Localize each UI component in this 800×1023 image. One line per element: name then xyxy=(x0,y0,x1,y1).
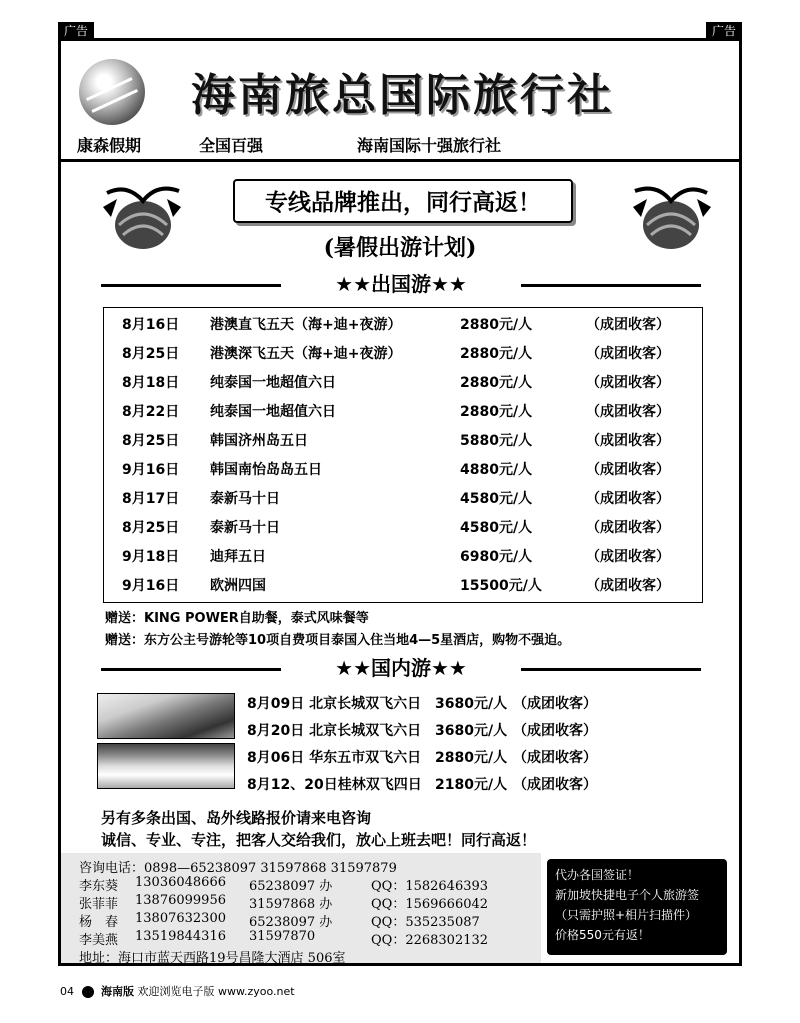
contact-name: 杨 春 xyxy=(79,915,119,930)
domestic-status: （成团收客） xyxy=(513,696,597,712)
globe-logo-icon xyxy=(79,59,145,125)
gift-note: 赠送：KING POWER自助餐，泰式风味餐等 xyxy=(105,611,369,626)
domestic-price: 3680元/人 xyxy=(435,723,508,739)
header-divider xyxy=(61,159,739,162)
row-price: 2880元/人 xyxy=(460,375,533,391)
row-status: （成团收客） xyxy=(586,520,670,536)
row-price: 2880元/人 xyxy=(460,317,533,333)
table-row xyxy=(104,456,702,485)
note-line: 诚信、专业、专注，把客人交给我们，放心上班去吧！同行高返！ xyxy=(101,831,537,849)
domestic-status: （成团收客） xyxy=(513,750,597,766)
contact-mobile: 13036048666 xyxy=(135,875,226,890)
row-date: 8月25日 xyxy=(122,520,180,536)
row-route: 泰新马十日 xyxy=(210,491,280,507)
row-route: 港澳直飞五天（海+迪+夜游） xyxy=(210,317,402,333)
row-route: 迪拜五日 xyxy=(210,549,266,565)
row-price: 5880元/人 xyxy=(460,433,533,449)
row-date: 9月16日 xyxy=(122,578,180,594)
row-status: （成团收客） xyxy=(586,578,670,594)
ad-frame xyxy=(58,38,742,966)
table-row xyxy=(104,572,702,601)
row-price: 4580元/人 xyxy=(460,520,533,536)
row-date: 8月25日 xyxy=(122,433,180,449)
bullet-icon xyxy=(82,986,94,998)
hotline: 咨询电话：0898—65238097 31597868 31597879 xyxy=(79,861,397,876)
tagline-hainan: 海南国际十强旅行社 xyxy=(357,136,502,155)
edition-label: 海南版 xyxy=(101,985,134,998)
table-row xyxy=(104,311,702,340)
outbound-table xyxy=(103,307,703,603)
row-date: 8月18日 xyxy=(122,375,180,391)
contact-name: 李美燕 xyxy=(79,933,119,948)
domestic-status: （成团收客） xyxy=(513,723,597,739)
domestic-route: 8月20日 北京长城双飞六日 xyxy=(247,723,422,739)
row-date: 8月17日 xyxy=(122,491,180,507)
row-price: 6980元/人 xyxy=(460,549,533,565)
contact-office: 65238097 办 xyxy=(249,879,333,894)
row-status: （成团收客） xyxy=(586,346,670,362)
contact-name: 李东葵 xyxy=(79,879,119,894)
row-date: 8月16日 xyxy=(122,317,180,333)
row-price: 4880元/人 xyxy=(460,462,533,478)
domestic-heading xyxy=(101,655,701,681)
tagline-national: 全国百强 xyxy=(199,136,264,155)
table-row xyxy=(104,340,702,369)
row-route: 纯泰国一地超值六日 xyxy=(210,404,336,420)
domestic-route: 8月06日 华东五市双飞六日 xyxy=(247,750,422,766)
row-price: 2880元/人 xyxy=(460,346,533,362)
gift-note: 赠送：东方公主号游轮等10项自费项目泰国入住当地4—5星酒店，购物不强迫。 xyxy=(105,633,571,648)
contact-qq: QQ：1582646393 xyxy=(371,879,489,894)
footer-link[interactable]: 欢迎浏览电子版 www.zyoo.net xyxy=(137,985,295,998)
visa-headline: 代办各国签证！ xyxy=(555,868,640,882)
row-price: 2880元/人 xyxy=(460,404,533,420)
contact-office: 65238097 办 xyxy=(249,915,333,930)
row-status: （成团收客） xyxy=(586,549,670,565)
ad-label-right: 广告 xyxy=(706,22,742,40)
visa-price: 价格550元有返！ xyxy=(555,928,650,942)
row-status: （成团收客） xyxy=(586,433,670,449)
contact-qq: QQ：1569666042 xyxy=(371,897,489,912)
outbound-heading xyxy=(101,271,701,297)
contact-mobile: 13876099956 xyxy=(135,893,226,908)
visa-line: （只需护照+相片扫描件） xyxy=(555,908,698,922)
row-route: 韩国济州岛五日 xyxy=(210,433,308,449)
table-row xyxy=(104,427,702,456)
row-price: 4580元/人 xyxy=(460,491,533,507)
contact-mobile: 13807632300 xyxy=(135,911,226,926)
domestic-price: 3680元/人 xyxy=(435,696,508,712)
table-row xyxy=(104,514,702,543)
contact-qq: QQ：535235087 xyxy=(371,915,480,930)
row-date: 8月22日 xyxy=(122,404,180,420)
table-row xyxy=(104,485,702,514)
section-title: ★★出国游★★ xyxy=(335,272,467,296)
visa-line: 新加坡快捷电子个人旅游签 xyxy=(555,888,700,902)
row-route: 韩国南怡岛岛五日 xyxy=(210,462,322,478)
row-status: （成团收客） xyxy=(586,462,670,478)
row-route: 港澳深飞五天（海+迪+夜游） xyxy=(210,346,402,362)
row-route: 纯泰国一地超值六日 xyxy=(210,375,336,391)
domestic-route: 8月12、20日桂林双飞四日 xyxy=(247,777,422,793)
domestic-price: 2180元/人 xyxy=(435,777,508,793)
row-status: （成团收客） xyxy=(586,375,670,391)
contact-mobile: 13519844316 xyxy=(135,929,226,944)
domestic-price: 2880元/人 xyxy=(435,750,508,766)
brand-name: 康森假期 xyxy=(77,136,142,155)
visa-box xyxy=(547,859,727,955)
ad-label-left: 广告 xyxy=(58,22,94,40)
contact-name: 张菲菲 xyxy=(79,897,119,912)
contact-qq: QQ：2268302132 xyxy=(371,933,489,948)
row-status: （成团收客） xyxy=(586,404,670,420)
great-wall-photo xyxy=(97,693,235,739)
table-row xyxy=(104,398,702,427)
table-row xyxy=(104,369,702,398)
domestic-route: 8月09日 北京长城双飞六日 xyxy=(247,696,422,712)
promo-banner: 专线品牌推出，同行高返！ xyxy=(233,179,573,223)
page-number: 04 xyxy=(60,985,74,998)
contact-office: 31597868 办 xyxy=(249,897,333,912)
section-title: ★★国内游★★ xyxy=(335,656,467,680)
row-price: 15500元/人 xyxy=(460,578,542,594)
row-status: （成团收客） xyxy=(586,317,670,333)
row-route: 泰新马十日 xyxy=(210,520,280,536)
row-date: 9月16日 xyxy=(122,462,180,478)
page-footer xyxy=(60,983,295,999)
address: 地址：海口市蓝天西路19号昌隆大酒店 506室 xyxy=(79,951,346,966)
contact-office: 31597870 xyxy=(249,929,316,944)
contact-panel xyxy=(61,853,541,966)
snow-mountain-photo xyxy=(97,743,235,789)
row-status: （成团收客） xyxy=(586,491,670,507)
company-name: 海南旅总国际旅行社 xyxy=(191,70,614,121)
plan-title: (暑假出游计划) xyxy=(323,235,477,261)
row-route: 欧洲四国 xyxy=(210,578,266,594)
row-date: 9月18日 xyxy=(122,549,180,565)
note-line: 另有多条出国、岛外线路报价请来电咨询 xyxy=(101,809,372,827)
row-date: 8月25日 xyxy=(122,346,180,362)
table-row xyxy=(104,543,702,572)
domestic-status: （成团收客） xyxy=(513,777,597,793)
